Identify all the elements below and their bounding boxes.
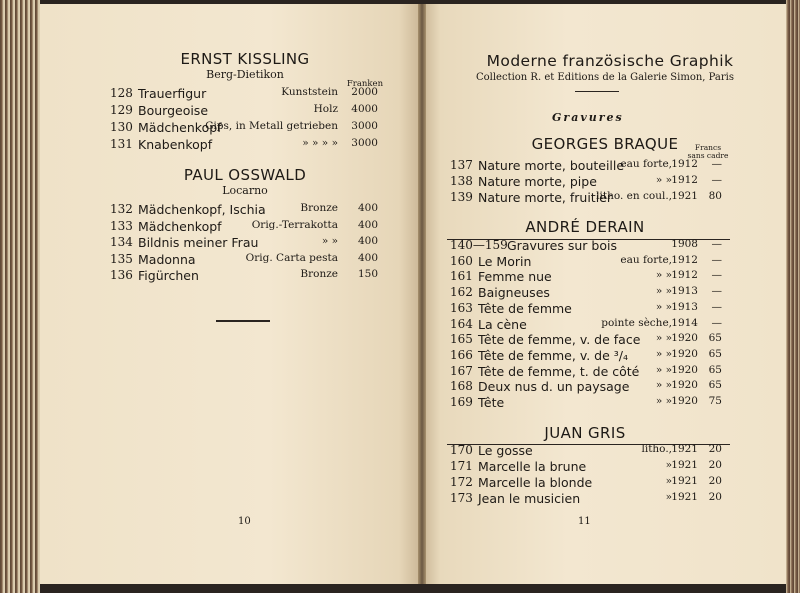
catalog-heading: Moderne französische Graphik bbox=[486, 52, 734, 70]
item-price: — bbox=[711, 158, 722, 170]
item-technique: » » » » bbox=[302, 137, 338, 149]
item-technique: » » bbox=[655, 347, 672, 360]
table-row bbox=[450, 254, 722, 270]
item-number: 134 bbox=[110, 235, 133, 249]
item-price: 65 bbox=[708, 347, 722, 360]
item-technique: » » bbox=[655, 332, 672, 345]
table-row bbox=[450, 348, 722, 364]
item-title: Mädchenkopf bbox=[138, 218, 222, 234]
item-year: 1913 bbox=[671, 300, 698, 313]
item-technique: Gips, in Metall getrieben bbox=[205, 120, 338, 132]
item-year: 1920 bbox=[671, 395, 698, 407]
item-price: 400 bbox=[357, 251, 378, 264]
item-technique: » bbox=[665, 475, 672, 487]
item-title: Trauerfigur bbox=[138, 86, 207, 101]
item-number: 163 bbox=[450, 300, 473, 315]
item-number: 136 bbox=[110, 268, 133, 282]
item-title: La cène bbox=[478, 316, 527, 332]
item-year: 1920 bbox=[671, 332, 698, 345]
artist-heading-gris: JUAN GRIS bbox=[544, 424, 626, 442]
item-price: 4000 bbox=[351, 103, 378, 115]
item-title: Gravures sur bois bbox=[507, 238, 617, 253]
page-number-left: 10 bbox=[238, 516, 251, 527]
item-year: 1920 bbox=[671, 363, 698, 376]
item-technique: » bbox=[665, 491, 672, 503]
table-row bbox=[110, 202, 380, 218]
item-technique: » » bbox=[655, 285, 672, 298]
item-technique: Bronze bbox=[300, 202, 338, 214]
item-title: Tête bbox=[478, 395, 505, 410]
section-label-gravures: Gravures bbox=[552, 111, 624, 124]
item-price: 2000 bbox=[351, 86, 378, 98]
item-title: Tête de femme, t. de côté bbox=[478, 363, 640, 379]
item-price: — bbox=[711, 253, 722, 266]
item-year: 1921 bbox=[671, 475, 698, 487]
item-number: 167 bbox=[450, 363, 473, 378]
item-number: 161 bbox=[450, 269, 473, 284]
table-row bbox=[450, 395, 722, 411]
item-technique: Kunststein bbox=[281, 86, 338, 98]
item-technique: » » bbox=[655, 379, 672, 392]
item-number: 166 bbox=[450, 347, 473, 362]
table-row bbox=[450, 459, 722, 475]
artist-location-osswald: Locarno bbox=[222, 184, 268, 197]
item-price: 3000 bbox=[351, 120, 378, 132]
item-title: Tête de femme, v. de face bbox=[478, 332, 641, 348]
item-title: Figürchen bbox=[138, 268, 199, 283]
item-year: 1912 bbox=[671, 269, 698, 282]
table-row bbox=[110, 252, 380, 268]
section-end-rule bbox=[216, 320, 270, 322]
item-number: 135 bbox=[110, 251, 133, 266]
item-price: 400 bbox=[357, 202, 378, 214]
table-row bbox=[450, 174, 722, 190]
item-number: 131 bbox=[110, 137, 133, 151]
item-title: Le gosse bbox=[478, 443, 533, 458]
table-row bbox=[450, 443, 722, 459]
table-row bbox=[110, 219, 380, 235]
item-title: Mädchenkopf, Ischia bbox=[138, 202, 266, 217]
item-number: 128 bbox=[110, 86, 133, 100]
table-row bbox=[110, 86, 380, 102]
item-year: 1921 bbox=[671, 459, 698, 471]
item-title: Knabenkopf bbox=[138, 137, 213, 152]
catalog-subheading: Collection R. et Editions de la Galerie Simon, Paris bbox=[475, 72, 734, 83]
item-technique: pointe sèche, bbox=[601, 316, 672, 329]
item-title: Le Morin bbox=[478, 253, 532, 269]
item-technique: Bronze bbox=[300, 268, 338, 280]
item-price: — bbox=[711, 269, 722, 282]
item-title: Baigneuses bbox=[478, 285, 550, 301]
table-row bbox=[450, 332, 722, 348]
item-price: 20 bbox=[708, 443, 722, 455]
page-number-right: 11 bbox=[578, 516, 591, 527]
item-technique: » bbox=[665, 459, 672, 471]
item-price: 3000 bbox=[351, 137, 378, 149]
item-number: 170 bbox=[450, 443, 473, 457]
item-technique: eau forte, bbox=[620, 253, 672, 266]
table-row bbox=[110, 120, 380, 136]
item-number: 138 bbox=[450, 174, 473, 188]
item-title: Marcelle la blonde bbox=[478, 475, 593, 490]
item-year: 1921 bbox=[671, 443, 698, 455]
price-column-header: Franken bbox=[346, 79, 384, 89]
item-technique: Holz bbox=[313, 103, 338, 115]
table-row bbox=[450, 317, 722, 333]
item-number: 172 bbox=[450, 475, 473, 489]
item-title: Deux nus d. un paysage bbox=[478, 379, 630, 395]
book-page-edges-left bbox=[0, 0, 40, 593]
table-row bbox=[110, 137, 380, 153]
item-technique: Orig. Carta pesta bbox=[245, 251, 338, 264]
item-technique: litho. en coul., bbox=[596, 190, 672, 202]
item-price: 20 bbox=[708, 491, 722, 503]
table-row bbox=[110, 268, 380, 284]
item-title: Tête de femme, v. de ³/₄ bbox=[478, 347, 629, 363]
item-technique: » » bbox=[655, 300, 672, 313]
item-number: 139 bbox=[450, 190, 473, 204]
item-number: 130 bbox=[110, 120, 133, 134]
item-number: 137 bbox=[450, 158, 473, 172]
table-row bbox=[450, 190, 722, 206]
item-year: 1908 bbox=[671, 238, 698, 250]
item-number: 140—159 bbox=[450, 238, 508, 252]
item-price: — bbox=[711, 238, 722, 250]
item-technique: » » bbox=[655, 363, 672, 376]
item-year: 1913 bbox=[671, 285, 698, 298]
item-price: — bbox=[711, 300, 722, 313]
artist-heading-derain: ANDRÉ DERAIN bbox=[525, 218, 645, 236]
item-technique: » » bbox=[321, 235, 338, 247]
table-row bbox=[110, 235, 380, 251]
artist-heading-braque: GEORGES BRAQUE bbox=[531, 135, 679, 153]
item-price: 400 bbox=[357, 218, 378, 231]
item-price: 20 bbox=[708, 475, 722, 487]
heading-rule bbox=[575, 91, 619, 92]
item-technique: litho., bbox=[641, 443, 672, 455]
table-row bbox=[450, 269, 722, 285]
item-price: 65 bbox=[708, 363, 722, 376]
table-row bbox=[450, 285, 722, 301]
item-year: 1920 bbox=[671, 379, 698, 392]
item-technique: eau forte, bbox=[620, 158, 672, 170]
item-year: 1920 bbox=[671, 347, 698, 360]
table-row bbox=[110, 103, 380, 119]
item-number: 132 bbox=[110, 202, 133, 216]
item-price: 80 bbox=[708, 190, 722, 202]
francs-column-header: Francs sans cadre bbox=[687, 143, 729, 160]
item-price: — bbox=[711, 174, 722, 186]
table-row bbox=[450, 364, 722, 380]
item-number: 129 bbox=[110, 103, 133, 117]
item-price: — bbox=[711, 285, 722, 298]
item-technique: » » bbox=[655, 395, 672, 407]
item-technique: » » bbox=[655, 174, 672, 186]
item-number: 171 bbox=[450, 459, 473, 473]
item-title: Mädchenkopf bbox=[138, 120, 222, 135]
table-row bbox=[450, 301, 722, 317]
item-title: Marcelle la brune bbox=[478, 459, 587, 474]
artist-location-kissling: Berg-Dietikon bbox=[206, 68, 284, 81]
artist-heading-osswald: PAUL OSSWALD bbox=[183, 166, 307, 184]
item-price: 65 bbox=[708, 379, 722, 392]
item-number: 168 bbox=[450, 379, 473, 394]
item-title: Bourgeoise bbox=[138, 103, 209, 118]
item-number: 162 bbox=[450, 285, 473, 300]
item-title: Bildnis meiner Frau bbox=[138, 235, 259, 250]
table-row bbox=[450, 491, 722, 507]
item-title: Nature morte, fruitier bbox=[478, 190, 613, 205]
item-price: — bbox=[711, 316, 722, 329]
item-number: 133 bbox=[110, 218, 133, 233]
item-number: 160 bbox=[450, 253, 473, 268]
item-price: 65 bbox=[708, 332, 722, 345]
table-row bbox=[450, 475, 722, 491]
item-year: 1921 bbox=[671, 190, 698, 202]
item-title: Femme nue bbox=[478, 269, 552, 285]
item-price: 400 bbox=[357, 235, 378, 247]
item-title: Tête de femme bbox=[478, 300, 572, 316]
item-year: 1912 bbox=[671, 174, 698, 186]
item-price: 20 bbox=[708, 459, 722, 471]
table-row bbox=[450, 158, 722, 174]
item-title: Nature morte, pipe bbox=[478, 174, 597, 189]
item-number: 173 bbox=[450, 491, 473, 505]
item-technique: Orig.-Terrakotta bbox=[251, 218, 338, 231]
item-number: 164 bbox=[450, 316, 473, 331]
item-title: Nature morte, bouteille bbox=[478, 158, 625, 173]
item-year: 1912 bbox=[671, 158, 698, 170]
table-row bbox=[450, 379, 722, 395]
item-number: 165 bbox=[450, 332, 473, 347]
table-row bbox=[450, 238, 722, 254]
item-title: Madonna bbox=[138, 251, 196, 267]
item-technique: » » bbox=[655, 269, 672, 282]
book-gutter bbox=[418, 4, 426, 584]
item-year: 1921 bbox=[671, 491, 698, 503]
item-year: 1914 bbox=[671, 316, 698, 329]
artist-heading-kissling: ERNST KISSLING bbox=[180, 50, 310, 68]
item-year: 1912 bbox=[671, 253, 698, 266]
item-price: 150 bbox=[357, 268, 378, 280]
item-title: Jean le musicien bbox=[478, 491, 581, 506]
book-page-edges-right bbox=[786, 0, 800, 593]
item-number: 169 bbox=[450, 395, 473, 409]
item-price: 75 bbox=[708, 395, 722, 407]
